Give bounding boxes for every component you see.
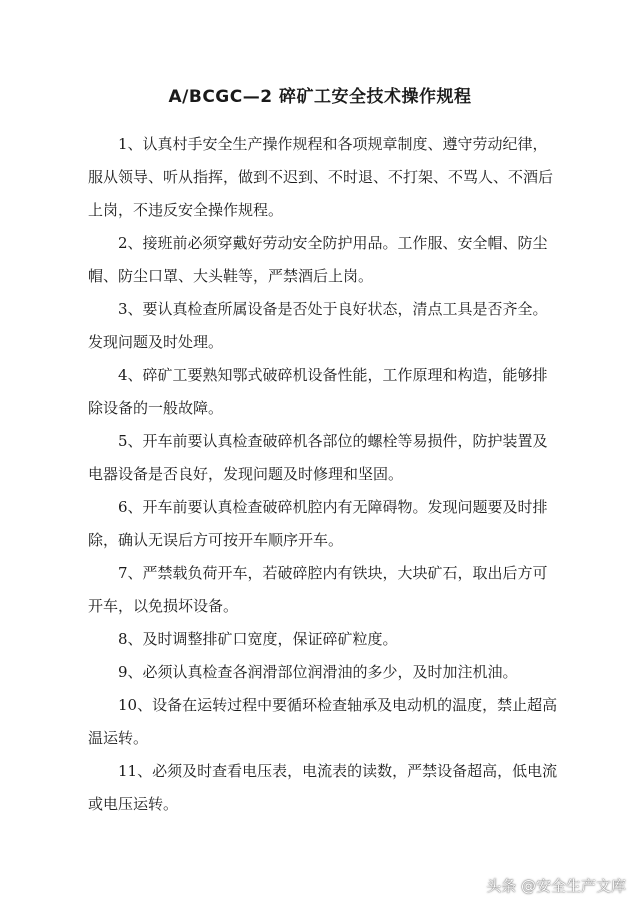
- paragraph-5: 5、开车前要认真检查破碎机各部位的螺栓等易损件，防护装置及电器设备是否良好，发现问题及时修理和坚固。: [88, 432, 548, 483]
- paragraph-8: 8、及时调整排矿口宽度，保证碎矿粒度。: [118, 630, 398, 648]
- paragraph-9: 9、必须认真检查各润滑部位润滑油的多少，及时加注机油。: [118, 663, 518, 681]
- source-watermark: 头条 @安全生产文库: [486, 877, 626, 895]
- paragraph-7: 7、严禁载负荷开车，若破碎腔内有铁块，大块矿石，取出后方可开车，以免损坏设备。: [88, 564, 548, 615]
- paragraph-4: 4、碎矿工要熟知鄂式破碎机设备性能，工作原理和构造，能够排除设备的一般故障。: [88, 366, 548, 417]
- document-title: A/BCGC—2 碎矿工安全技术操作规程: [168, 87, 472, 107]
- paragraph-6: 6、开车前要认真检查破碎机腔内有无障碍物。发现问题要及时排除，确认无误后方可按开车顺序开车。: [88, 498, 548, 549]
- paragraph-10: 10、设备在运转过程中要循环检查轴承及电动机的温度，禁止超高温运转。: [88, 696, 558, 747]
- paragraph-3: 3、要认真检查所属设备是否处于良好状态，清点工具是否齐全。发现问题及时处理。: [88, 300, 548, 351]
- paragraph-1: 1、认真村手安全生产操作规程和各项规章制度、遵守劳动纪律，服从领导、听从指挥，做到不迟到、不时退、不打架、不骂人、不酒后上岗，不违反安全操作规程。: [88, 135, 554, 219]
- paragraph-2: 2、接班前必须穿戴好劳动安全防护用品。工作服、安全帽、防尘帽、防尘口罩、大头鞋等，严禁酒后上岗。: [88, 234, 548, 285]
- paragraph-11: 11、必须及时查看电压表，电流表的读数，严禁设备超高，低电流或电压运转。: [88, 762, 558, 813]
- document-body: [88, 128, 560, 821]
